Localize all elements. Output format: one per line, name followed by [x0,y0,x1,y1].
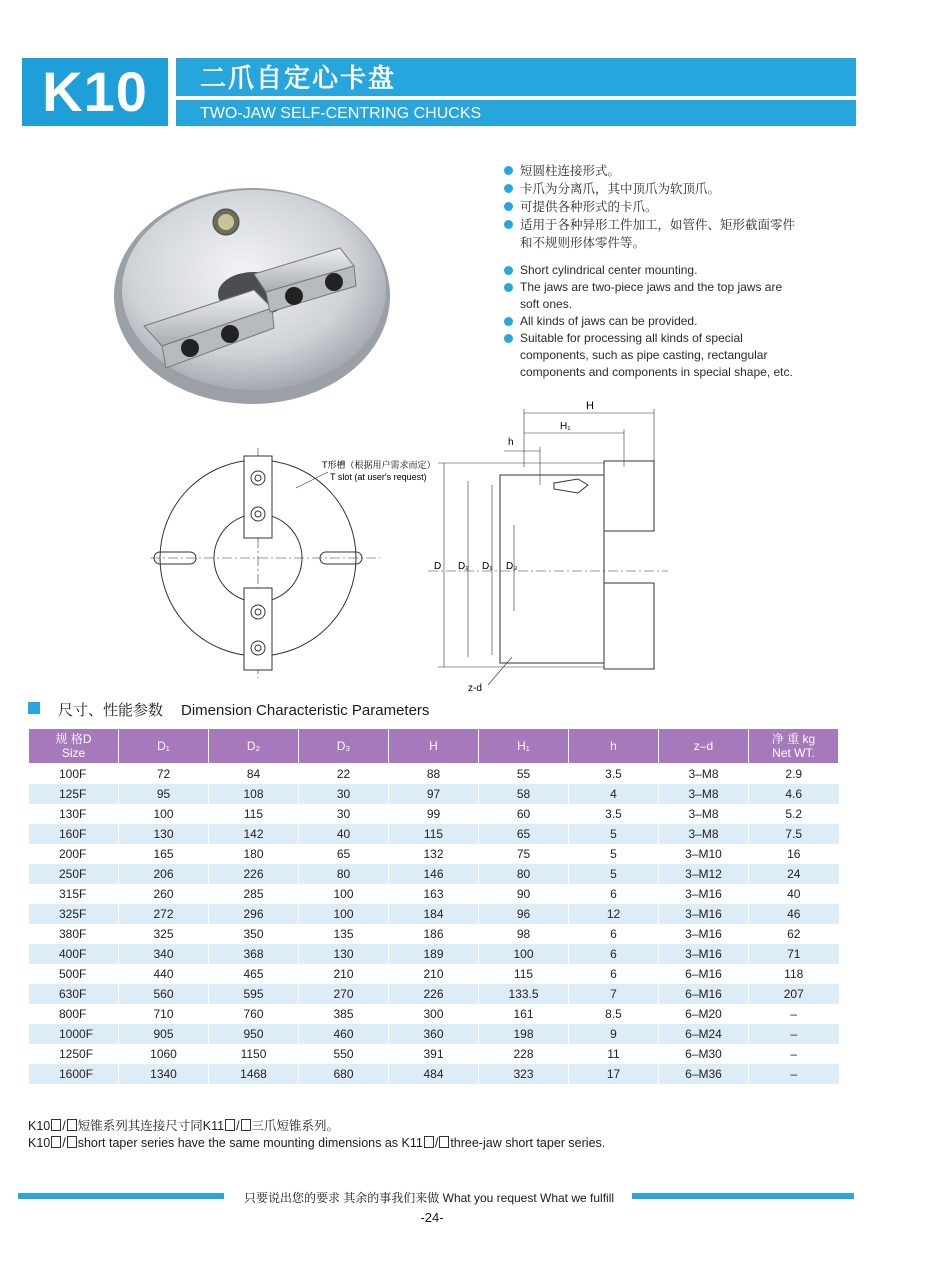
table-cell: 5 [569,824,659,844]
table-cell: 163 [389,884,479,904]
dim-d2-label: D₂ [458,561,470,572]
page-number: -24- [420,1210,444,1225]
table-cell: 12 [569,904,659,924]
table-cell: 3–M16 [659,904,749,924]
feature-en-item: The jaws are two-piece jaws and the top jaws are soft ones. [504,279,794,313]
table-cell: 285 [209,884,299,904]
table-cell: 62 [749,924,839,944]
table-row [29,864,839,884]
table-row [29,984,839,1004]
table-cell: 391 [389,1044,479,1064]
bullet-dot-icon [504,283,513,292]
table-cell: 100 [479,944,569,964]
table-cell: 108 [209,784,299,804]
table-cell: 115 [389,824,479,844]
bullet-dot-icon [504,220,513,229]
table-cell: 130 [299,944,389,964]
table-cell: – [749,1004,839,1024]
table-cell: 72 [119,764,209,785]
table-cell: 3–M12 [659,864,749,884]
footer-slogan: 只要说出您的要求 其余的事我们来做 What you request What we fulfill [243,1191,615,1205]
table-row [29,944,839,964]
table-cell: 146 [389,864,479,884]
section-title-cn: 尺寸、性能参数 [58,702,164,719]
table-cell: 184 [389,904,479,924]
table-cell: 189 [389,944,479,964]
table-cell: 11 [569,1044,659,1064]
footer-line-left [18,1193,224,1199]
table-cell: 100 [299,884,389,904]
table-cell: 80 [479,864,569,884]
table-cell: 6–M16 [659,984,749,1004]
bullet-dot-icon [504,317,513,326]
col-h: H [389,729,479,764]
dim-h-label: H [586,400,594,412]
table-cell: 160F [29,824,119,844]
t-slot-label-cn: T形槽（根据用户需求而定） [322,460,436,470]
table-cell: 6–M20 [659,1004,749,1024]
col-h1: H₁ [479,729,569,764]
dim-d-label: D [434,561,442,572]
table-cell: 130F [29,804,119,824]
table-cell: 1250F [29,1044,119,1064]
feature-en-item: All kinds of jaws can be provided. [504,313,794,330]
table-cell: 760 [209,1004,299,1024]
table-cell: 46 [749,904,839,924]
table-cell: 125F [29,784,119,804]
table-cell: 96 [479,904,569,924]
table-cell: 115 [479,964,569,984]
table-cell: 350 [209,924,299,944]
table-cell: 296 [209,904,299,924]
table-cell: 340 [119,944,209,964]
title-chinese: 二爪自定心卡盘 [200,63,397,93]
table-cell: 380F [29,924,119,944]
table-cell: 100F [29,764,119,785]
title-english: TWO-JAW SELF-CENTRING CHUCKS [200,105,482,122]
table-cell: 1468 [209,1064,299,1084]
table-cell: 3–M16 [659,924,749,944]
table-cell: 3.5 [569,804,659,824]
table-cell: 97 [389,784,479,804]
bullet-dot-icon [504,184,513,193]
table-header-row [29,729,839,764]
table-cell: – [749,1044,839,1064]
table-cell: 133.5 [479,984,569,1004]
table-cell: 180 [209,844,299,864]
table-cell: 595 [209,984,299,1004]
table-cell: 65 [479,824,569,844]
table-cell: 84 [209,764,299,785]
table-cell: 950 [209,1024,299,1044]
table-cell: 9 [569,1024,659,1044]
table-cell: 2.9 [749,764,839,785]
col-d2: D₂ [209,729,299,764]
table-cell: 325F [29,904,119,924]
feature-cn-item: 卡爪为分离爪，其中顶爪为软顶爪。 [504,180,804,198]
table-cell: 630F [29,984,119,1004]
table-cell: 100 [299,904,389,924]
table-cell: 680 [299,1064,389,1084]
table-cell: 4 [569,784,659,804]
table-row [29,804,839,824]
section-title-en: Dimension Characteristic Parameters [181,702,430,719]
table-cell: 99 [389,804,479,824]
table-cell: 5 [569,844,659,864]
table-cell: 6 [569,964,659,984]
table-row [29,924,839,944]
table-cell: 800F [29,1004,119,1024]
table-cell: 3–M8 [659,764,749,785]
table-cell: 6–M30 [659,1044,749,1064]
table-cell: 4.6 [749,784,839,804]
table-row [29,884,839,904]
table-cell: 440 [119,964,209,984]
table-cell: 8.5 [569,1004,659,1024]
table-cell: 1600F [29,1064,119,1084]
table-cell: 500F [29,964,119,984]
table-cell: 272 [119,904,209,924]
bullet-dot-icon [504,166,513,175]
table-cell: 165 [119,844,209,864]
table-cell: 6–M16 [659,964,749,984]
table-cell: 6 [569,924,659,944]
table-cell: 3–M10 [659,844,749,864]
table-cell: 198 [479,1024,569,1044]
table-cell: 260 [119,884,209,904]
table-cell: 7.5 [749,824,839,844]
table-cell: 7 [569,984,659,1004]
table-row [29,1004,839,1024]
feature-cn-item: 短圆柱连接形式。 [504,162,804,180]
table-cell: 161 [479,1004,569,1024]
table-cell: 130 [119,824,209,844]
table-cell: 98 [479,924,569,944]
table-cell: 368 [209,944,299,964]
table-row [29,844,839,864]
table-cell: 16 [749,844,839,864]
table-cell: 210 [299,964,389,984]
table-cell: 115 [209,804,299,824]
table-cell: 30 [299,784,389,804]
table-cell: 132 [389,844,479,864]
col-size: 规 格D Size [29,729,119,764]
table-cell: 95 [119,784,209,804]
table-cell: 206 [119,864,209,884]
table-cell: 5.2 [749,804,839,824]
table-row [29,764,839,785]
table-cell: 465 [209,964,299,984]
table-cell: 385 [299,1004,389,1024]
table-cell: 3–M16 [659,944,749,964]
table-cell: 6–M24 [659,1024,749,1044]
table-cell: 323 [479,1064,569,1084]
table-row [29,784,839,804]
table-cell: 1340 [119,1064,209,1084]
table-cell: 22 [299,764,389,785]
features-chinese [504,162,804,252]
table-cell: 60 [479,804,569,824]
dim-d1-label: D₁ [482,561,493,572]
front-view-drawing [150,448,450,688]
table-cell: 3–M8 [659,824,749,844]
t-slot-label-en: T slot (at user's request) [330,472,427,482]
col-d3: D₃ [299,729,389,764]
table-cell: 460 [299,1024,389,1044]
table-cell: 1060 [119,1044,209,1064]
table-cell: 200F [29,844,119,864]
table-cell: 315F [29,884,119,904]
dim-zd-label: z-d [468,683,482,694]
table-row [29,1024,839,1044]
spec-table [28,728,839,1084]
table-cell: 90 [479,884,569,904]
dim-d3-label: D₃ [506,561,518,572]
table-cell: 58 [479,784,569,804]
product-code: K10 [42,60,148,123]
table-cell: 550 [299,1044,389,1064]
table-row [29,824,839,844]
table-cell: 210 [389,964,479,984]
table-cell: 228 [479,1044,569,1064]
bullet-dot-icon [504,334,513,343]
table-cell: – [749,1024,839,1044]
table-cell: 135 [299,924,389,944]
table-cell: 905 [119,1024,209,1044]
table-cell: 6–M36 [659,1064,749,1084]
chuck-photo [104,178,404,412]
table-cell: 3.5 [569,764,659,785]
table-cell: 325 [119,924,209,944]
table-cell: 142 [209,824,299,844]
table-cell: 710 [119,1004,209,1024]
section-square-icon [28,702,40,714]
table-cell: 100 [119,804,209,824]
table-row [29,904,839,924]
table-cell: 207 [749,984,839,1004]
table-cell: 226 [389,984,479,1004]
table-cell: 17 [569,1064,659,1084]
table-cell: 30 [299,804,389,824]
col-d1: D₁ [119,729,209,764]
table-cell: 360 [389,1024,479,1044]
table-cell: 300 [389,1004,479,1024]
table-cell: 6 [569,884,659,904]
table-cell: 75 [479,844,569,864]
table-row [29,1064,839,1084]
table-cell: – [749,1064,839,1084]
feature-en-item: Suitable for processing all kinds of special components, such as pipe casting, rectangular components and components in special shape, etc. [504,330,794,381]
table-cell: 65 [299,844,389,864]
table-cell: 270 [299,984,389,1004]
table-cell: 40 [299,824,389,844]
table-cell: 40 [749,884,839,904]
side-view-drawing [428,395,668,700]
table-cell: 24 [749,864,839,884]
dim-h1-label: H₁ [560,421,571,432]
feature-cn-item: 可提供各种形式的卡爪。 [504,198,804,216]
table-cell: 3–M8 [659,784,749,804]
table-cell: 484 [389,1064,479,1084]
table-cell: 80 [299,864,389,884]
table-cell: 118 [749,964,839,984]
table-cell: 55 [479,764,569,785]
table-cell: 3–M8 [659,804,749,824]
table-cell: 186 [389,924,479,944]
bullet-dot-icon [504,266,513,275]
table-cell: 1000F [29,1024,119,1044]
col-weight: 净 重 kg Net WT. [749,729,839,764]
table-cell: 226 [209,864,299,884]
features-english [504,262,794,381]
table-cell: 71 [749,944,839,964]
table-row [29,1044,839,1064]
table-cell: 250F [29,864,119,884]
footer-line-right [632,1193,854,1199]
section-title [58,699,429,720]
col-small-h: h [569,729,659,764]
bullet-dot-icon [504,202,513,211]
note-english: K10 / short taper series have the same mounting dimensions as K11 / three-jaw short taper series. [28,1136,606,1150]
dim-small-h-label: h [508,437,514,448]
table-cell: 88 [389,764,479,785]
table-cell: 1150 [209,1044,299,1064]
table-row [29,964,839,984]
table-cell: 400F [29,944,119,964]
table-cell: 5 [569,864,659,884]
note-chinese: K10 / 短锥系列其连接尺寸同K11 / 三爪短锥系列。 [28,1119,340,1133]
table-cell: 6 [569,944,659,964]
feature-en-item: Short cylindrical center mounting. [504,262,794,279]
col-zd: z–d [659,729,749,764]
table-cell: 560 [119,984,209,1004]
table-cell: 3–M16 [659,884,749,904]
feature-cn-item: 适用于各种异形工件加工，如管件、矩形截面零件和不规则形体零件等。 [504,216,804,252]
